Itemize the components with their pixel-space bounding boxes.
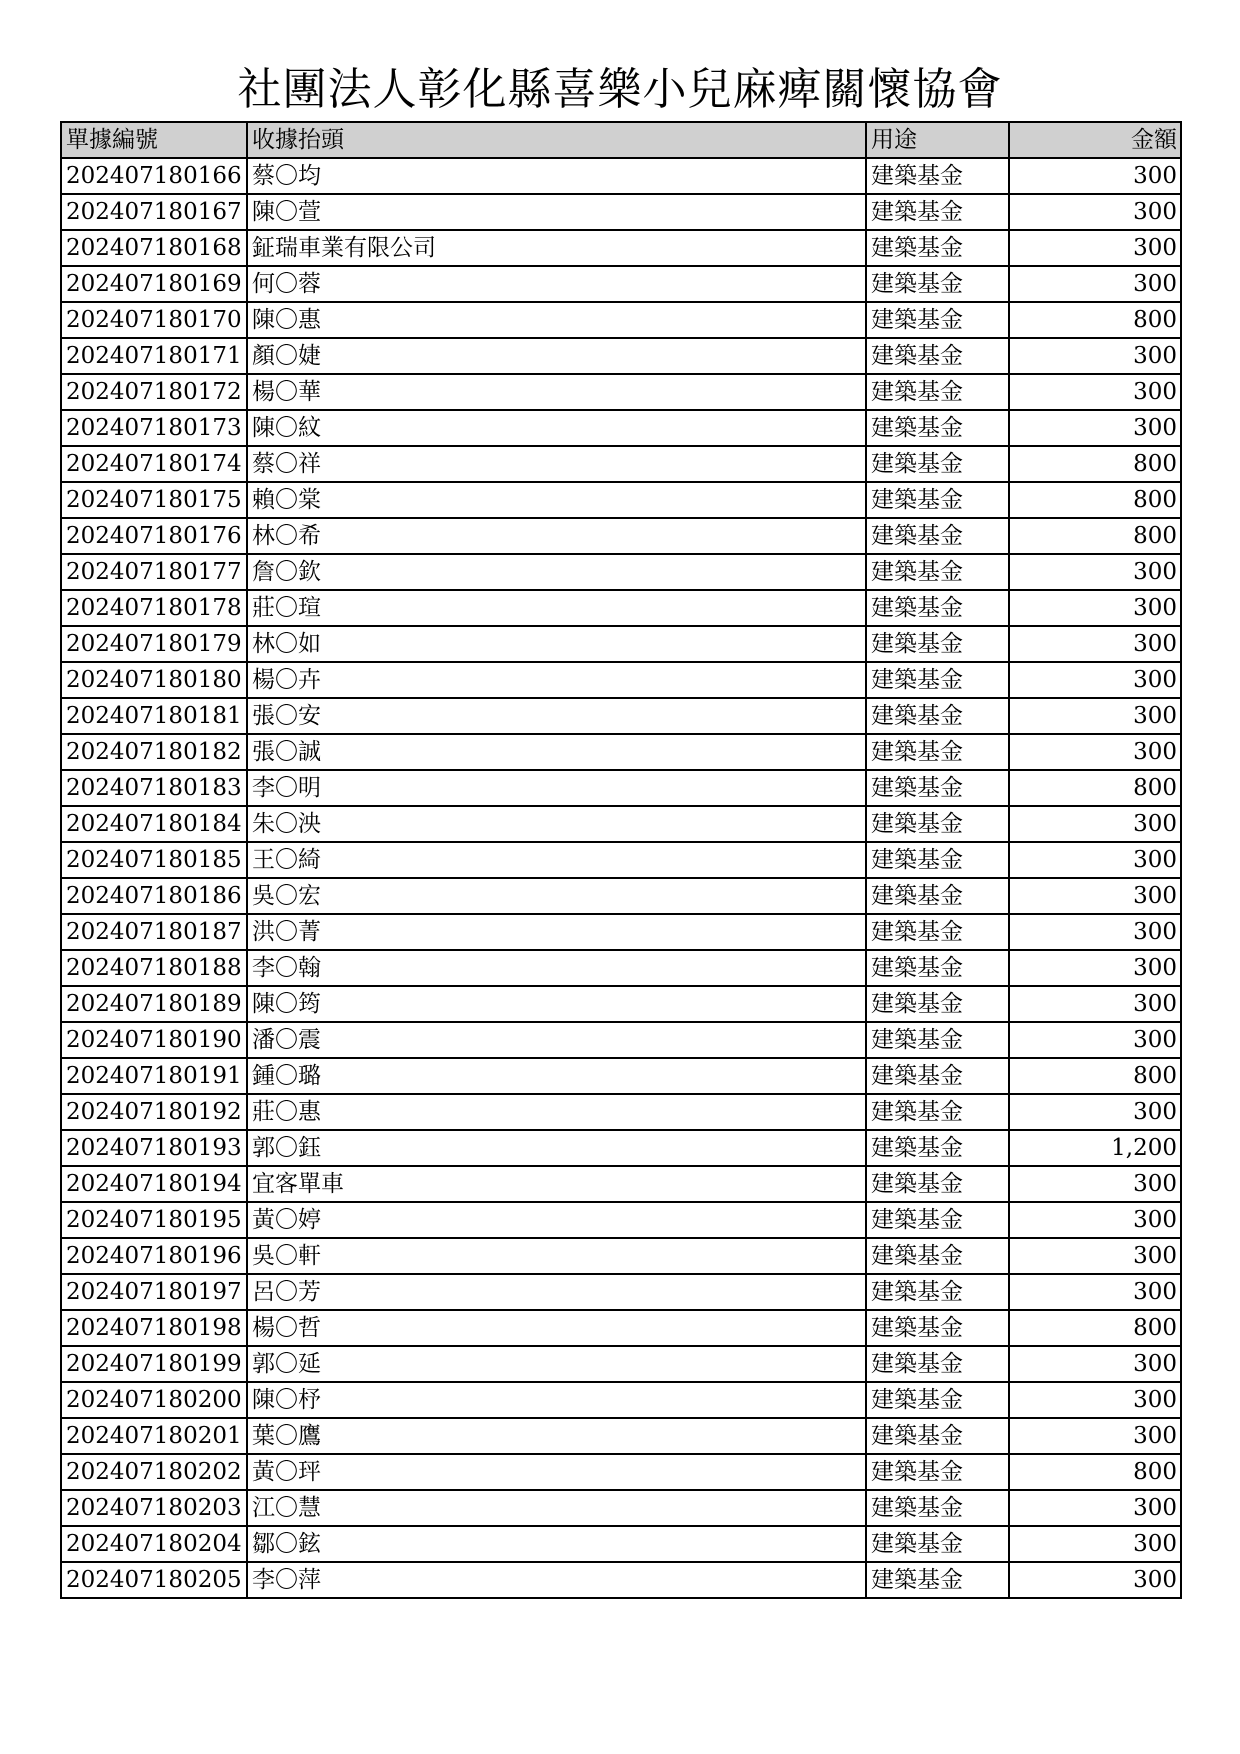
table-row (61, 374, 1181, 410)
amount-cell: 800 (1009, 518, 1181, 554)
purpose-cell: 建築基金 (866, 842, 1009, 878)
payer-cell: 何〇蓉 (247, 266, 866, 302)
receipt-number-cell: 202407180176 (61, 518, 247, 554)
table-row (61, 698, 1181, 734)
amount-cell: 300 (1009, 410, 1181, 446)
purpose-cell: 建築基金 (866, 446, 1009, 482)
table-row (61, 482, 1181, 518)
amount-cell: 300 (1009, 842, 1181, 878)
receipt-number-cell: 202407180178 (61, 590, 247, 626)
receipt-number-cell: 202407180192 (61, 1094, 247, 1130)
table-row (61, 1094, 1181, 1130)
amount-cell: 300 (1009, 914, 1181, 950)
receipt-number-cell: 202407180199 (61, 1346, 247, 1382)
table-header (61, 122, 1181, 158)
purpose-cell: 建築基金 (866, 1058, 1009, 1094)
receipt-number-cell: 202407180174 (61, 446, 247, 482)
table-body (61, 158, 1181, 1598)
table-row (61, 734, 1181, 770)
purpose-cell: 建築基金 (866, 914, 1009, 950)
purpose-cell: 建築基金 (866, 1274, 1009, 1310)
purpose-cell: 建築基金 (866, 662, 1009, 698)
table-row (61, 338, 1181, 374)
purpose-cell: 建築基金 (866, 1022, 1009, 1058)
payer-cell: 蔡〇均 (247, 158, 866, 194)
payer-cell: 李〇萍 (247, 1562, 866, 1598)
page-title: 社團法人彰化縣喜樂小兒麻痺關懷協會 (237, 64, 1003, 115)
purpose-cell: 建築基金 (866, 1490, 1009, 1526)
purpose-cell: 建築基金 (866, 1310, 1009, 1346)
amount-cell: 300 (1009, 338, 1181, 374)
payer-cell: 朱〇泱 (247, 806, 866, 842)
amount-cell: 300 (1009, 1094, 1181, 1130)
receipt-number-cell: 202407180189 (61, 986, 247, 1022)
receipt-number-cell: 202407180201 (61, 1418, 247, 1454)
amount-cell: 300 (1009, 698, 1181, 734)
receipt-number-cell: 202407180167 (61, 194, 247, 230)
amount-cell: 300 (1009, 878, 1181, 914)
amount-cell: 300 (1009, 1238, 1181, 1274)
purpose-cell: 建築基金 (866, 1238, 1009, 1274)
receipt-number-cell: 202407180172 (61, 374, 247, 410)
payer-cell: 陳〇紋 (247, 410, 866, 446)
table-row (61, 158, 1181, 194)
receipts-table (60, 121, 1182, 1599)
payer-cell: 張〇誠 (247, 734, 866, 770)
payer-cell: 林〇如 (247, 626, 866, 662)
amount-cell: 300 (1009, 194, 1181, 230)
purpose-cell: 建築基金 (866, 1454, 1009, 1490)
amount-cell: 800 (1009, 446, 1181, 482)
table-row (61, 1526, 1181, 1562)
amount-cell: 800 (1009, 1058, 1181, 1094)
receipt-number-cell: 202407180186 (61, 878, 247, 914)
table-row (61, 554, 1181, 590)
table-row (61, 626, 1181, 662)
amount-cell: 300 (1009, 1562, 1181, 1598)
receipt-number-cell: 202407180190 (61, 1022, 247, 1058)
payer-cell: 莊〇瑄 (247, 590, 866, 626)
receipt-number-cell: 202407180170 (61, 302, 247, 338)
payer-cell: 陳〇筠 (247, 986, 866, 1022)
amount-cell: 800 (1009, 302, 1181, 338)
receipt-number-cell: 202407180179 (61, 626, 247, 662)
receipt-number-cell: 202407180173 (61, 410, 247, 446)
amount-cell: 300 (1009, 734, 1181, 770)
purpose-cell: 建築基金 (866, 1526, 1009, 1562)
payer-cell: 莊〇惠 (247, 1094, 866, 1130)
payer-cell: 鍾〇璐 (247, 1058, 866, 1094)
purpose-cell: 建築基金 (866, 770, 1009, 806)
receipt-number-cell: 202407180193 (61, 1130, 247, 1166)
amount-cell: 800 (1009, 1310, 1181, 1346)
table-row (61, 1490, 1181, 1526)
receipt-number-cell: 202407180171 (61, 338, 247, 374)
payer-cell: 吳〇軒 (247, 1238, 866, 1274)
receipt-number-cell: 202407180181 (61, 698, 247, 734)
payer-cell: 楊〇華 (247, 374, 866, 410)
payer-cell: 宜客單車 (247, 1166, 866, 1202)
amount-cell: 300 (1009, 662, 1181, 698)
receipt-number-cell: 202407180204 (61, 1526, 247, 1562)
receipt-number-cell: 202407180180 (61, 662, 247, 698)
receipt-number-cell: 202407180187 (61, 914, 247, 950)
purpose-cell: 建築基金 (866, 158, 1009, 194)
payer-cell: 林〇希 (247, 518, 866, 554)
purpose-cell: 建築基金 (866, 410, 1009, 446)
purpose-cell: 建築基金 (866, 626, 1009, 662)
amount-cell: 300 (1009, 554, 1181, 590)
purpose-cell: 建築基金 (866, 1346, 1009, 1382)
receipt-number-cell: 202407180169 (61, 266, 247, 302)
purpose-cell: 建築基金 (866, 518, 1009, 554)
purpose-cell: 建築基金 (866, 1202, 1009, 1238)
purpose-cell: 建築基金 (866, 194, 1009, 230)
header-row (61, 122, 1181, 158)
amount-cell: 300 (1009, 806, 1181, 842)
receipt-number-cell: 202407180198 (61, 1310, 247, 1346)
payer-cell: 蔡〇祥 (247, 446, 866, 482)
amount-cell: 300 (1009, 1274, 1181, 1310)
table-row (61, 1310, 1181, 1346)
table-row (61, 590, 1181, 626)
amount-cell: 300 (1009, 230, 1181, 266)
amount-cell: 300 (1009, 986, 1181, 1022)
amount-cell: 300 (1009, 1166, 1181, 1202)
amount-cell: 300 (1009, 1022, 1181, 1058)
receipt-number-cell: 202407180184 (61, 806, 247, 842)
amount-cell: 800 (1009, 1454, 1181, 1490)
table-row (61, 914, 1181, 950)
receipt-number-cell: 202407180200 (61, 1382, 247, 1418)
table-row (61, 446, 1181, 482)
table-row (61, 518, 1181, 554)
purpose-cell: 建築基金 (866, 230, 1009, 266)
table-row (61, 1238, 1181, 1274)
payer-cell: 楊〇卉 (247, 662, 866, 698)
table-row (61, 1274, 1181, 1310)
purpose-cell: 建築基金 (866, 986, 1009, 1022)
receipt-number-cell: 202407180175 (61, 482, 247, 518)
table-row (61, 1454, 1181, 1490)
amount-cell: 300 (1009, 158, 1181, 194)
table-row (61, 986, 1181, 1022)
amount-cell: 800 (1009, 770, 1181, 806)
payer-cell: 郭〇鈺 (247, 1130, 866, 1166)
amount-cell: 300 (1009, 1526, 1181, 1562)
receipt-number-cell: 202407180196 (61, 1238, 247, 1274)
table-row (61, 266, 1181, 302)
purpose-cell: 建築基金 (866, 878, 1009, 914)
purpose-cell: 建築基金 (866, 590, 1009, 626)
receipt-number-cell: 202407180205 (61, 1562, 247, 1598)
payer-cell: 鄒〇鉉 (247, 1526, 866, 1562)
amount-cell: 300 (1009, 1202, 1181, 1238)
table-row (61, 194, 1181, 230)
purpose-cell: 建築基金 (866, 806, 1009, 842)
amount-cell: 300 (1009, 1418, 1181, 1454)
table-row (61, 230, 1181, 266)
purpose-cell: 建築基金 (866, 1130, 1009, 1166)
table-row (61, 662, 1181, 698)
payer-cell: 陳〇杼 (247, 1382, 866, 1418)
amount-cell: 300 (1009, 1346, 1181, 1382)
table-row (61, 1382, 1181, 1418)
payer-cell: 黃〇婷 (247, 1202, 866, 1238)
receipt-number-cell: 202407180202 (61, 1454, 247, 1490)
table-row (61, 1346, 1181, 1382)
purpose-cell: 建築基金 (866, 1382, 1009, 1418)
receipt-number-cell: 202407180195 (61, 1202, 247, 1238)
purpose-cell: 建築基金 (866, 1562, 1009, 1598)
payer-cell: 江〇慧 (247, 1490, 866, 1526)
purpose-cell: 建築基金 (866, 950, 1009, 986)
payer-cell: 賴〇棠 (247, 482, 866, 518)
header-receipt-number: 單據編號 (61, 122, 247, 158)
purpose-cell: 建築基金 (866, 482, 1009, 518)
receipt-number-cell: 202407180194 (61, 1166, 247, 1202)
purpose-cell: 建築基金 (866, 338, 1009, 374)
payer-cell: 洪〇菁 (247, 914, 866, 950)
purpose-cell: 建築基金 (866, 1094, 1009, 1130)
amount-cell: 1,200 (1009, 1130, 1181, 1166)
amount-cell: 300 (1009, 626, 1181, 662)
table-row (61, 1022, 1181, 1058)
purpose-cell: 建築基金 (866, 1418, 1009, 1454)
header-payer: 收據抬頭 (247, 122, 866, 158)
table-row (61, 410, 1181, 446)
payer-cell: 鉦瑞車業有限公司 (247, 230, 866, 266)
receipt-number-cell: 202407180188 (61, 950, 247, 986)
table-row (61, 806, 1181, 842)
payer-cell: 吳〇宏 (247, 878, 866, 914)
payer-cell: 潘〇震 (247, 1022, 866, 1058)
amount-cell: 300 (1009, 266, 1181, 302)
receipt-number-cell: 202407180183 (61, 770, 247, 806)
payer-cell: 王〇綺 (247, 842, 866, 878)
table-row (61, 1562, 1181, 1598)
table-row (61, 1130, 1181, 1166)
payer-cell: 李〇翰 (247, 950, 866, 986)
purpose-cell: 建築基金 (866, 554, 1009, 590)
amount-cell: 300 (1009, 590, 1181, 626)
payer-cell: 顏〇婕 (247, 338, 866, 374)
table-row (61, 770, 1181, 806)
purpose-cell: 建築基金 (866, 698, 1009, 734)
table-row (61, 878, 1181, 914)
payer-cell: 詹〇欽 (247, 554, 866, 590)
purpose-cell: 建築基金 (866, 302, 1009, 338)
table-row (61, 1166, 1181, 1202)
receipt-number-cell: 202407180197 (61, 1274, 247, 1310)
amount-cell: 300 (1009, 374, 1181, 410)
table-row (61, 950, 1181, 986)
purpose-cell: 建築基金 (866, 1166, 1009, 1202)
payer-cell: 陳〇惠 (247, 302, 866, 338)
payer-cell: 葉〇鷹 (247, 1418, 866, 1454)
payer-cell: 郭〇延 (247, 1346, 866, 1382)
receipt-number-cell: 202407180185 (61, 842, 247, 878)
purpose-cell: 建築基金 (866, 266, 1009, 302)
table-row (61, 1418, 1181, 1454)
amount-cell: 300 (1009, 950, 1181, 986)
table-row (61, 1202, 1181, 1238)
receipt-number-cell: 202407180168 (61, 230, 247, 266)
amount-cell: 800 (1009, 482, 1181, 518)
amount-cell: 300 (1009, 1490, 1181, 1526)
payer-cell: 呂〇芳 (247, 1274, 866, 1310)
payer-cell: 陳〇萱 (247, 194, 866, 230)
receipt-number-cell: 202407180203 (61, 1490, 247, 1526)
purpose-cell: 建築基金 (866, 374, 1009, 410)
purpose-cell: 建築基金 (866, 734, 1009, 770)
receipt-number-cell: 202407180166 (61, 158, 247, 194)
amount-cell: 300 (1009, 1382, 1181, 1418)
payer-cell: 張〇安 (247, 698, 866, 734)
receipt-number-cell: 202407180182 (61, 734, 247, 770)
receipt-number-cell: 202407180191 (61, 1058, 247, 1094)
receipt-number-cell: 202407180177 (61, 554, 247, 590)
payer-cell: 李〇明 (247, 770, 866, 806)
header-amount: 金額 (1009, 122, 1181, 158)
table-row (61, 302, 1181, 338)
payer-cell: 黃〇玶 (247, 1454, 866, 1490)
table-row (61, 842, 1181, 878)
payer-cell: 楊〇哲 (247, 1310, 866, 1346)
header-purpose: 用途 (866, 122, 1009, 158)
table-row (61, 1058, 1181, 1094)
